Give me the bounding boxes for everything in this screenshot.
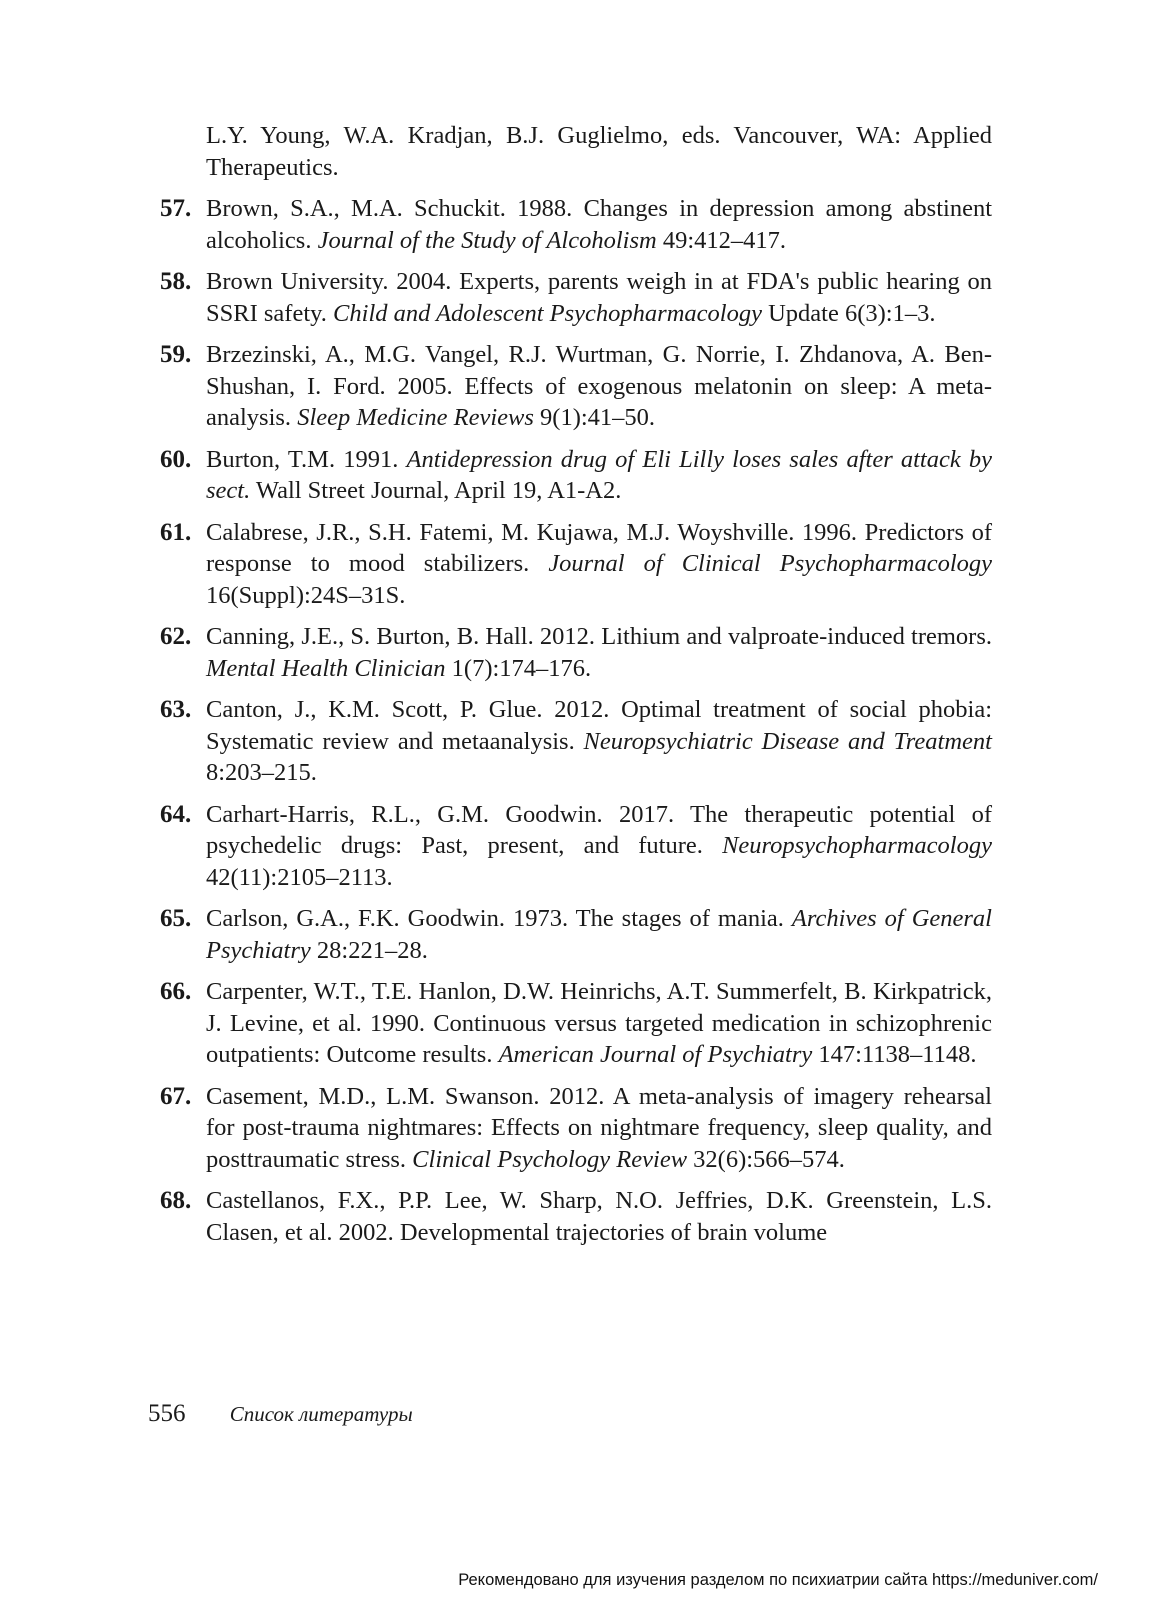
- reference-authors-title: Carlson, G.A., F.K. Goodwin. 1973. The stages of mania.: [206, 905, 792, 932]
- reference-number: 68.: [160, 1187, 192, 1214]
- reference-journal: Clinical Psychology Review: [412, 1145, 688, 1173]
- reference-authors-title: Brown, S.A., M.A. Schuckit. 1988. Changes in depression among abstinent alcoholics.: [206, 195, 992, 254]
- reference-number: 65.: [160, 905, 192, 932]
- reference-authors-title: Burton, T.M. 1991.: [206, 445, 407, 473]
- reference-journal: Mental Health Clinician: [206, 654, 446, 682]
- reference-entry: [160, 444, 992, 507]
- reference-journal: Neuropsychiatric Disease and Treatment: [583, 727, 992, 755]
- reference-number: 61.: [160, 518, 192, 546]
- page-number: 556: [148, 1400, 186, 1427]
- reference-authors-title: Castellanos, F.X., P.P. Lee, W. Sharp, N.O. Jeffries, D.K. Greenstein, L.S. Clasen, et al. 2002. Developmental trajectories of brain volume: [206, 1187, 992, 1246]
- reference-authors-title: Brown University. 2004. Experts, parents weigh in at FDA's public hearing on SSRI safety.: [206, 268, 992, 327]
- reference-entry: [160, 976, 992, 1071]
- reference-journal: Child and Adolescent Psychopharmacology: [333, 299, 762, 327]
- reference-number: 58.: [160, 268, 192, 295]
- reference-number: 62.: [160, 623, 192, 650]
- reference-authors-title: Carpenter, W.T., T.E. Hanlon, D.W. Heinrichs, A.T. Summerfelt, B. Kirkpatrick, J. Levine, et al. 1990. Continuous versus targeted medication in schizophrenic outpatients: Outcome results.: [206, 978, 992, 1068]
- reference-authors-title: Casement, M.D., L.M. Swanson. 2012. A meta-analysis of imagery rehearsal for post-trauma nightmares: Effects on nightmare frequency, sleep quality, and posttraumatic stress.: [206, 1082, 992, 1173]
- reference-number: 64.: [160, 800, 192, 828]
- reference-authors-title: Carhart-Harris, R.L., G.M. Goodwin. 2017. The therapeutic potential of psychedelic drugs: Past, present, and future.: [206, 800, 992, 859]
- reference-authors-title: Calabrese, J.R., S.H. Fatemi, M. Kujawa, M.J. Woyshville. 1996. Predictors of response to mood stabilizers.: [206, 518, 992, 577]
- reference-number: 63.: [160, 696, 192, 723]
- reference-number: 59.: [160, 341, 192, 368]
- reference-volume-pages: 8:203–215.: [206, 759, 317, 786]
- reference-number: 57.: [160, 195, 192, 222]
- reference-entry: [160, 339, 992, 434]
- reference-journal: Archives of General Psychiatry: [206, 905, 992, 964]
- reference-entry: [160, 1185, 992, 1248]
- reference-authors-title: Canning, J.E., S. Burton, B. Hall. 2012. Lithium and valproate-induced tremors.: [206, 623, 992, 650]
- reference-entry: [160, 694, 992, 789]
- reference-authors-title: Brzezinski, A., M.G. Vangel, R.J. Wurtman, G. Norrie, I. Zhdanova, A. Ben-Shushan, I. Ford. 2005. Effects of exogenous melatonin on sleep: A meta-analysis.: [206, 341, 992, 431]
- reference-journal: Journal of Clinical Psychopharmacology: [548, 550, 993, 577]
- page-footer: [148, 1400, 413, 1428]
- reference-entry: [160, 517, 992, 612]
- reference-journal: Sleep Medicine Reviews: [297, 404, 534, 431]
- reference-volume-pages: 16(Suppl):24S–31S.: [206, 581, 406, 609]
- reference-volume-pages: 49:412–417.: [656, 226, 787, 254]
- reference-journal: American Journal of Psychiatry: [498, 1041, 813, 1068]
- reference-authors-title: Canton, J., K.M. Scott, P. Glue. 2012. Optimal treatment of social phobia: Systematic review and metaanalysis.: [206, 696, 992, 755]
- reference-volume-pages: 32(6):566–574.: [687, 1145, 845, 1173]
- reference-volume-pages: Update 6(3):1–3.: [761, 299, 936, 327]
- reference-volume-pages: 147:1138–1148.: [812, 1041, 977, 1068]
- reference-entry: [160, 193, 992, 256]
- reference-number: 66.: [160, 978, 192, 1005]
- reference-entry: [160, 799, 992, 894]
- reference-volume-pages: 28:221–28.: [310, 936, 428, 964]
- reference-entry: [160, 1081, 992, 1176]
- running-section-title: Список литературы: [229, 1402, 413, 1426]
- reference-number: 67.: [160, 1082, 192, 1110]
- reference-journal: Neuropsychopharmacology: [722, 832, 992, 859]
- reference-list: [160, 120, 992, 1258]
- reference-entries: [160, 193, 992, 1248]
- reference-entry: [160, 266, 992, 329]
- reference-volume-pages: 42(11):2105–2113.: [206, 863, 393, 891]
- reference-journal: Journal of the Study of Alcoholism: [317, 226, 657, 254]
- reference-entry: [160, 903, 992, 966]
- reference-continuation: L.Y. Young, W.A. Kradjan, B.J. Guglielmo, eds. Vancouver, WA: Applied Therapeutics.: [206, 122, 992, 181]
- reference-entry: [160, 621, 992, 684]
- reference-volume-pages: 9(1):41–50.: [533, 404, 656, 431]
- reference-volume-pages: Wall Street Journal, April 19, A1-A2.: [250, 477, 622, 504]
- reference-volume-pages: 1(7):174–176.: [445, 654, 592, 682]
- site-watermark: Рекомендовано для изучения разделом по психиатрии сайта https://meduniver.com/: [458, 1571, 1098, 1589]
- reference-journal: Antidepression drug of Eli Lilly loses sales after attack by sect.: [206, 445, 993, 504]
- reference-number: 60.: [160, 445, 192, 473]
